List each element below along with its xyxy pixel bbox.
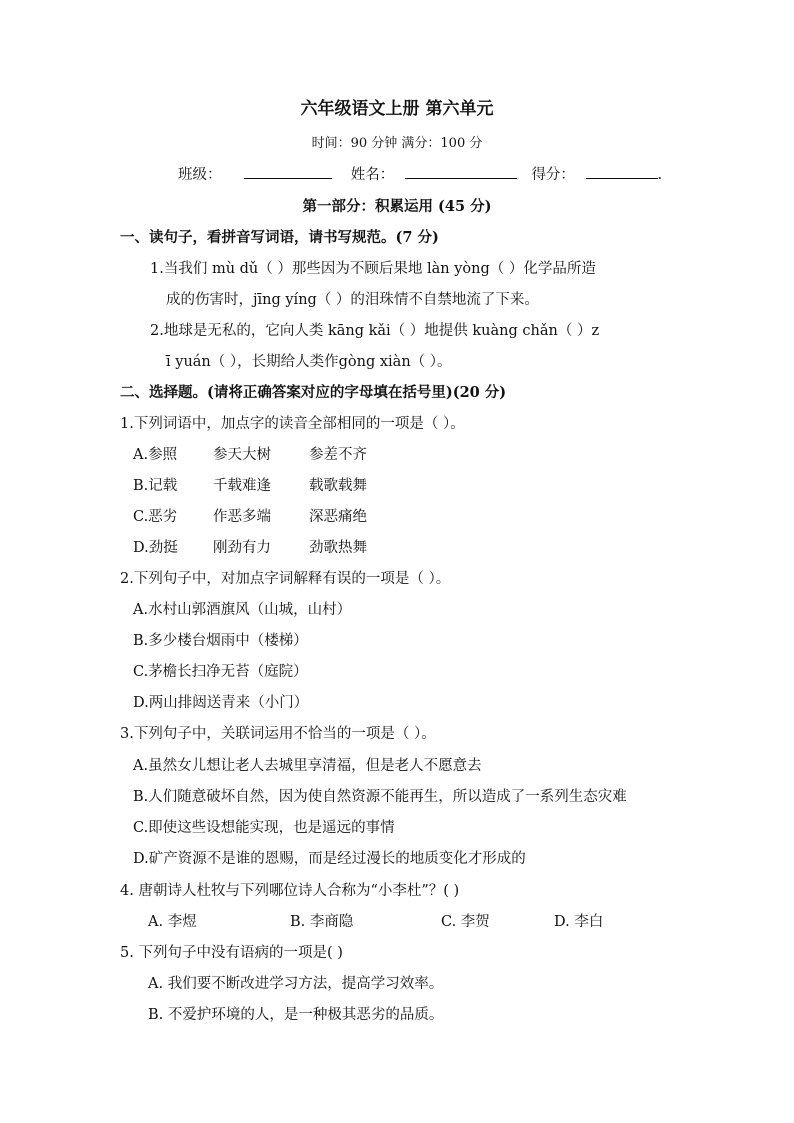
- q1-option: [133, 507, 367, 527]
- score-label: 得分：: [531, 167, 575, 183]
- q3-option: A.虽然女儿想让老人去城里享清福，但是老人不愿意去: [133, 758, 482, 774]
- q1-option-word: 刚劲有力: [213, 540, 271, 556]
- q1-option: [133, 538, 367, 558]
- name-label: 姓名：: [350, 167, 395, 183]
- s1-line: 1.当我们 mù dǔ（ ）那些因为不顾后果地 làn yòng（ ）化学品所造: [150, 261, 596, 277]
- part1-title: 第一部分：积累运用 (45 分): [302, 198, 492, 215]
- name-blank[interactable]: [405, 164, 517, 179]
- s1-line: ī yuán（ ），长期给人类作gòng xiàn（ ）。: [166, 354, 452, 370]
- end-dot: .: [657, 167, 663, 183]
- q1-option: [133, 476, 367, 496]
- q1-option-word: A.参照: [133, 447, 178, 463]
- q4-option: B. 李商隐: [290, 914, 354, 930]
- q2-option: A.水村山郭酒旗风（山城，山村）: [133, 602, 352, 618]
- q4-option: A. 李煜: [148, 914, 197, 930]
- q5-stem: 5. 下列句子中没有语病的一项是( ): [120, 945, 343, 961]
- q1-option-word: B.记载: [133, 478, 178, 494]
- student-info-row: [178, 164, 662, 185]
- q1-option-word: 深恶痛绝: [309, 509, 367, 525]
- class-blank[interactable]: [244, 164, 332, 179]
- exam-meta: 时间：90 分钟 满分：100 分: [311, 136, 483, 151]
- q5-option: B. 不爱护环境的人，是一种极其恶劣的品质。: [148, 1007, 444, 1023]
- q1-option-word: 劲歌热舞: [309, 540, 367, 556]
- q1-option-word: 载歌载舞: [309, 478, 367, 494]
- q1-option-word: 参差不齐: [309, 447, 367, 463]
- q1-option-word: 参天大树: [213, 447, 271, 463]
- q3-option: C.即使这些设想能实现，也是遥远的事情: [133, 820, 395, 836]
- section2-title: 二、选择题。(请将正确答案对应的字母填在括号里)(20 分): [120, 384, 507, 401]
- q2-option: C.茅檐长扫净无苔（庭院）: [133, 664, 308, 680]
- q2-option: D.两山排闼送青来（小门）: [133, 695, 309, 711]
- q3-stem: 3.下列句子中，关联词运用不恰当的一项是（ ）。: [120, 726, 436, 742]
- q1-option-word: D.劲挺: [133, 540, 178, 556]
- q4-option: C. 李贺: [441, 914, 490, 930]
- class-label: 班级：: [178, 167, 222, 183]
- q4-stem: 4. 唐朝诗人杜牧与下列哪位诗人合称为“小李杜”？( ): [120, 883, 460, 899]
- s1-line: 成的伤害时，jīng yíng（ ）的泪珠情不自禁地流了下来。: [166, 292, 539, 308]
- section1-title: 一、读句子，看拼音写词语，请书写规范。(7 分): [120, 229, 439, 246]
- q3-option: B.人们随意破坏自然，因为使自然资源不能再生，所以造成了一系列生态灾难: [133, 789, 627, 805]
- q1-option: [133, 445, 367, 465]
- s1-line: 2.地球是无私的，它向人类 kāng kǎi（ ）地提供 kuàng chǎn（ ）z: [150, 323, 600, 339]
- q2-stem: 2.下列句子中，对加点字词解释有误的一项是（ ）。: [120, 571, 451, 587]
- q2-option: B.多少楼台烟雨中（楼梯）: [133, 633, 308, 649]
- q1-stem: 1.下列词语中，加点字的读音全部相同的一项是（ ）。: [120, 416, 465, 432]
- q4-option: D. 李白: [554, 914, 604, 930]
- q1-option-word: C.恶劣: [133, 509, 178, 525]
- q3-option: D.矿产资源不是谁的恩赐，而是经过漫长的地质变化才形成的: [133, 851, 526, 867]
- exam-title: 六年级语文上册 第六单元: [300, 99, 494, 119]
- q5-option: A. 我们要不断改进学习方法，提高学习效率。: [148, 976, 444, 992]
- score-blank[interactable]: [586, 164, 658, 179]
- q1-option-word: 千载难逢: [213, 478, 271, 494]
- q1-option-word: 作恶多端: [213, 509, 271, 525]
